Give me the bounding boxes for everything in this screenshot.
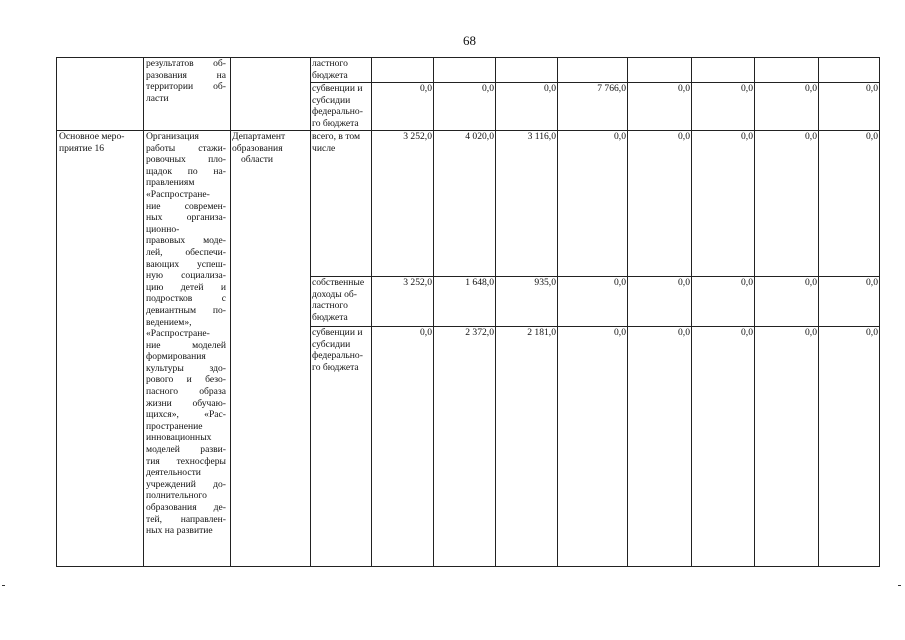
value-cell: 0,0 (755, 83, 819, 131)
desc-line: работы стажи- (146, 142, 226, 154)
desc-line: ласти (146, 92, 169, 104)
desc-line: правлениям (146, 177, 195, 189)
scan-mark (898, 585, 901, 586)
value-cell: 0,0 (628, 83, 692, 131)
department-line: образования (232, 142, 283, 154)
name-cell (57, 58, 144, 131)
desc-line: девиантным по- (146, 304, 226, 316)
value-cell: 0,0 (628, 131, 692, 277)
value-cell: 0,0 (755, 277, 819, 327)
source-line: субвенции и (312, 83, 363, 94)
desc-line: разования на (146, 69, 226, 81)
table-row (57, 58, 880, 83)
source-line: го бюджета (312, 117, 359, 129)
value-cell: 0,0 (819, 277, 880, 327)
value-cell: 0,0 (558, 327, 628, 567)
value-cell (434, 58, 496, 83)
source-cell (311, 83, 372, 131)
name-line: приятие 16 (59, 142, 105, 154)
desc-line: тей, направлен- (146, 513, 226, 525)
value-cell: 3 116,0 (496, 131, 558, 277)
desc-line: подростков с (146, 293, 226, 305)
desc-line: ровочных пло- (146, 154, 226, 166)
value-cell: 1 648,0 (434, 277, 496, 327)
source-line: субсидии (312, 338, 351, 350)
desc-line: учреждений до- (146, 478, 226, 490)
value-cell: 0,0 (819, 131, 880, 277)
value-cell: 0,0 (755, 327, 819, 567)
page-number: 68 (463, 33, 476, 48)
value-cell: 2 372,0 (434, 327, 496, 567)
value-cell: 0,0 (628, 327, 692, 567)
value-cell: 0,0 (692, 277, 755, 327)
value-cell: 0,0 (558, 277, 628, 327)
value-cell (628, 58, 692, 83)
desc-line: «Распростране- (146, 188, 210, 200)
department-cell (231, 58, 311, 131)
value-cell: 0,0 (434, 83, 496, 131)
source-cell (311, 58, 372, 83)
source-cell (311, 277, 372, 327)
value-cell: 0,0 (372, 83, 434, 131)
desc-line: культуры здо- (146, 362, 226, 374)
source-line: федерально- (312, 350, 363, 362)
value-cell (496, 58, 558, 83)
desc-line: ных организа- (146, 212, 226, 224)
desc-line: Организация (146, 131, 199, 142)
value-cell: 3 252,0 (372, 131, 434, 277)
source-line: го бюджета (312, 361, 359, 373)
desc-line: моделей разви- (146, 444, 226, 456)
source-line: бюджета (312, 69, 348, 81)
desc-line: рового и безо- (146, 374, 226, 386)
desc-line: ционно- (146, 223, 180, 235)
description-cell (144, 58, 231, 131)
value-cell (692, 58, 755, 83)
desc-line: цию детей и (146, 281, 226, 293)
source-line: бюджета (312, 311, 348, 323)
budget-table (56, 57, 880, 567)
desc-line: жизни обучаю- (146, 397, 226, 409)
value-cell: 935,0 (496, 277, 558, 327)
value-cell: 0,0 (496, 83, 558, 131)
source-cell (311, 327, 372, 567)
desc-line: ную социализа- (146, 270, 226, 282)
value-cell: 0,0 (372, 327, 434, 567)
desc-line: пространение (146, 420, 203, 432)
name-cell (57, 131, 144, 567)
value-cell: 0,0 (819, 83, 880, 131)
desc-line: результатов об- (146, 58, 226, 69)
desc-line: тия техносферы (146, 455, 226, 467)
department-cell (231, 131, 311, 567)
value-cell: 0,0 (819, 327, 880, 567)
source-line: федерально- (312, 106, 363, 118)
value-cell: 7 766,0 (558, 83, 628, 131)
desc-line: лей, обеспечи- (146, 246, 226, 258)
desc-line: вающих успеш- (146, 258, 226, 270)
source-line: всего, в том (312, 131, 361, 142)
value-cell (819, 58, 880, 83)
source-line: ластного (312, 58, 348, 69)
value-cell: 3 252,0 (372, 277, 434, 327)
value-cell: 0,0 (558, 131, 628, 277)
value-cell: 4 020,0 (434, 131, 496, 277)
value-cell: 0,0 (692, 131, 755, 277)
department-line: Департамент (232, 131, 286, 142)
desc-line: формирования (146, 351, 206, 363)
desc-line: «Распростране- (146, 328, 210, 340)
department-line: области (241, 154, 274, 166)
desc-line: ных на развитие (146, 525, 213, 537)
desc-line: территории об- (146, 81, 226, 93)
source-line: субсидии (312, 94, 351, 106)
value-cell (558, 58, 628, 83)
desc-line: инновационных (146, 432, 212, 444)
desc-line: щадок по на- (146, 165, 226, 177)
desc-line: щихся», «Рас- (146, 409, 226, 421)
scan-mark (2, 585, 5, 586)
name-line: Основное меро- (59, 131, 125, 142)
desc-line: пасного образа (146, 386, 226, 398)
value-cell: 0,0 (692, 327, 755, 567)
value-cell (372, 58, 434, 83)
desc-line: ние моделей (146, 339, 226, 351)
desc-line: образования де- (146, 502, 226, 513)
desc-line: ние современ- (146, 200, 226, 212)
value-cell: 0,0 (628, 277, 692, 327)
desc-line: правовых моде- (146, 235, 226, 247)
desc-line: деятельности (146, 467, 201, 479)
source-line: собственные (312, 277, 365, 288)
value-cell (755, 58, 819, 83)
source-cell (311, 131, 372, 277)
source-line: ластного (312, 300, 348, 312)
source-line: субвенции и (312, 327, 363, 338)
desc-line: полнительного (146, 490, 207, 502)
description-cell (144, 131, 231, 567)
value-cell: 2 181,0 (496, 327, 558, 567)
table-row (57, 131, 880, 277)
value-cell: 0,0 (692, 83, 755, 131)
source-line: доходы об- (312, 288, 357, 300)
value-cell: 0,0 (755, 131, 819, 277)
desc-line: ведением», (146, 316, 192, 328)
source-line: числе (312, 142, 336, 154)
